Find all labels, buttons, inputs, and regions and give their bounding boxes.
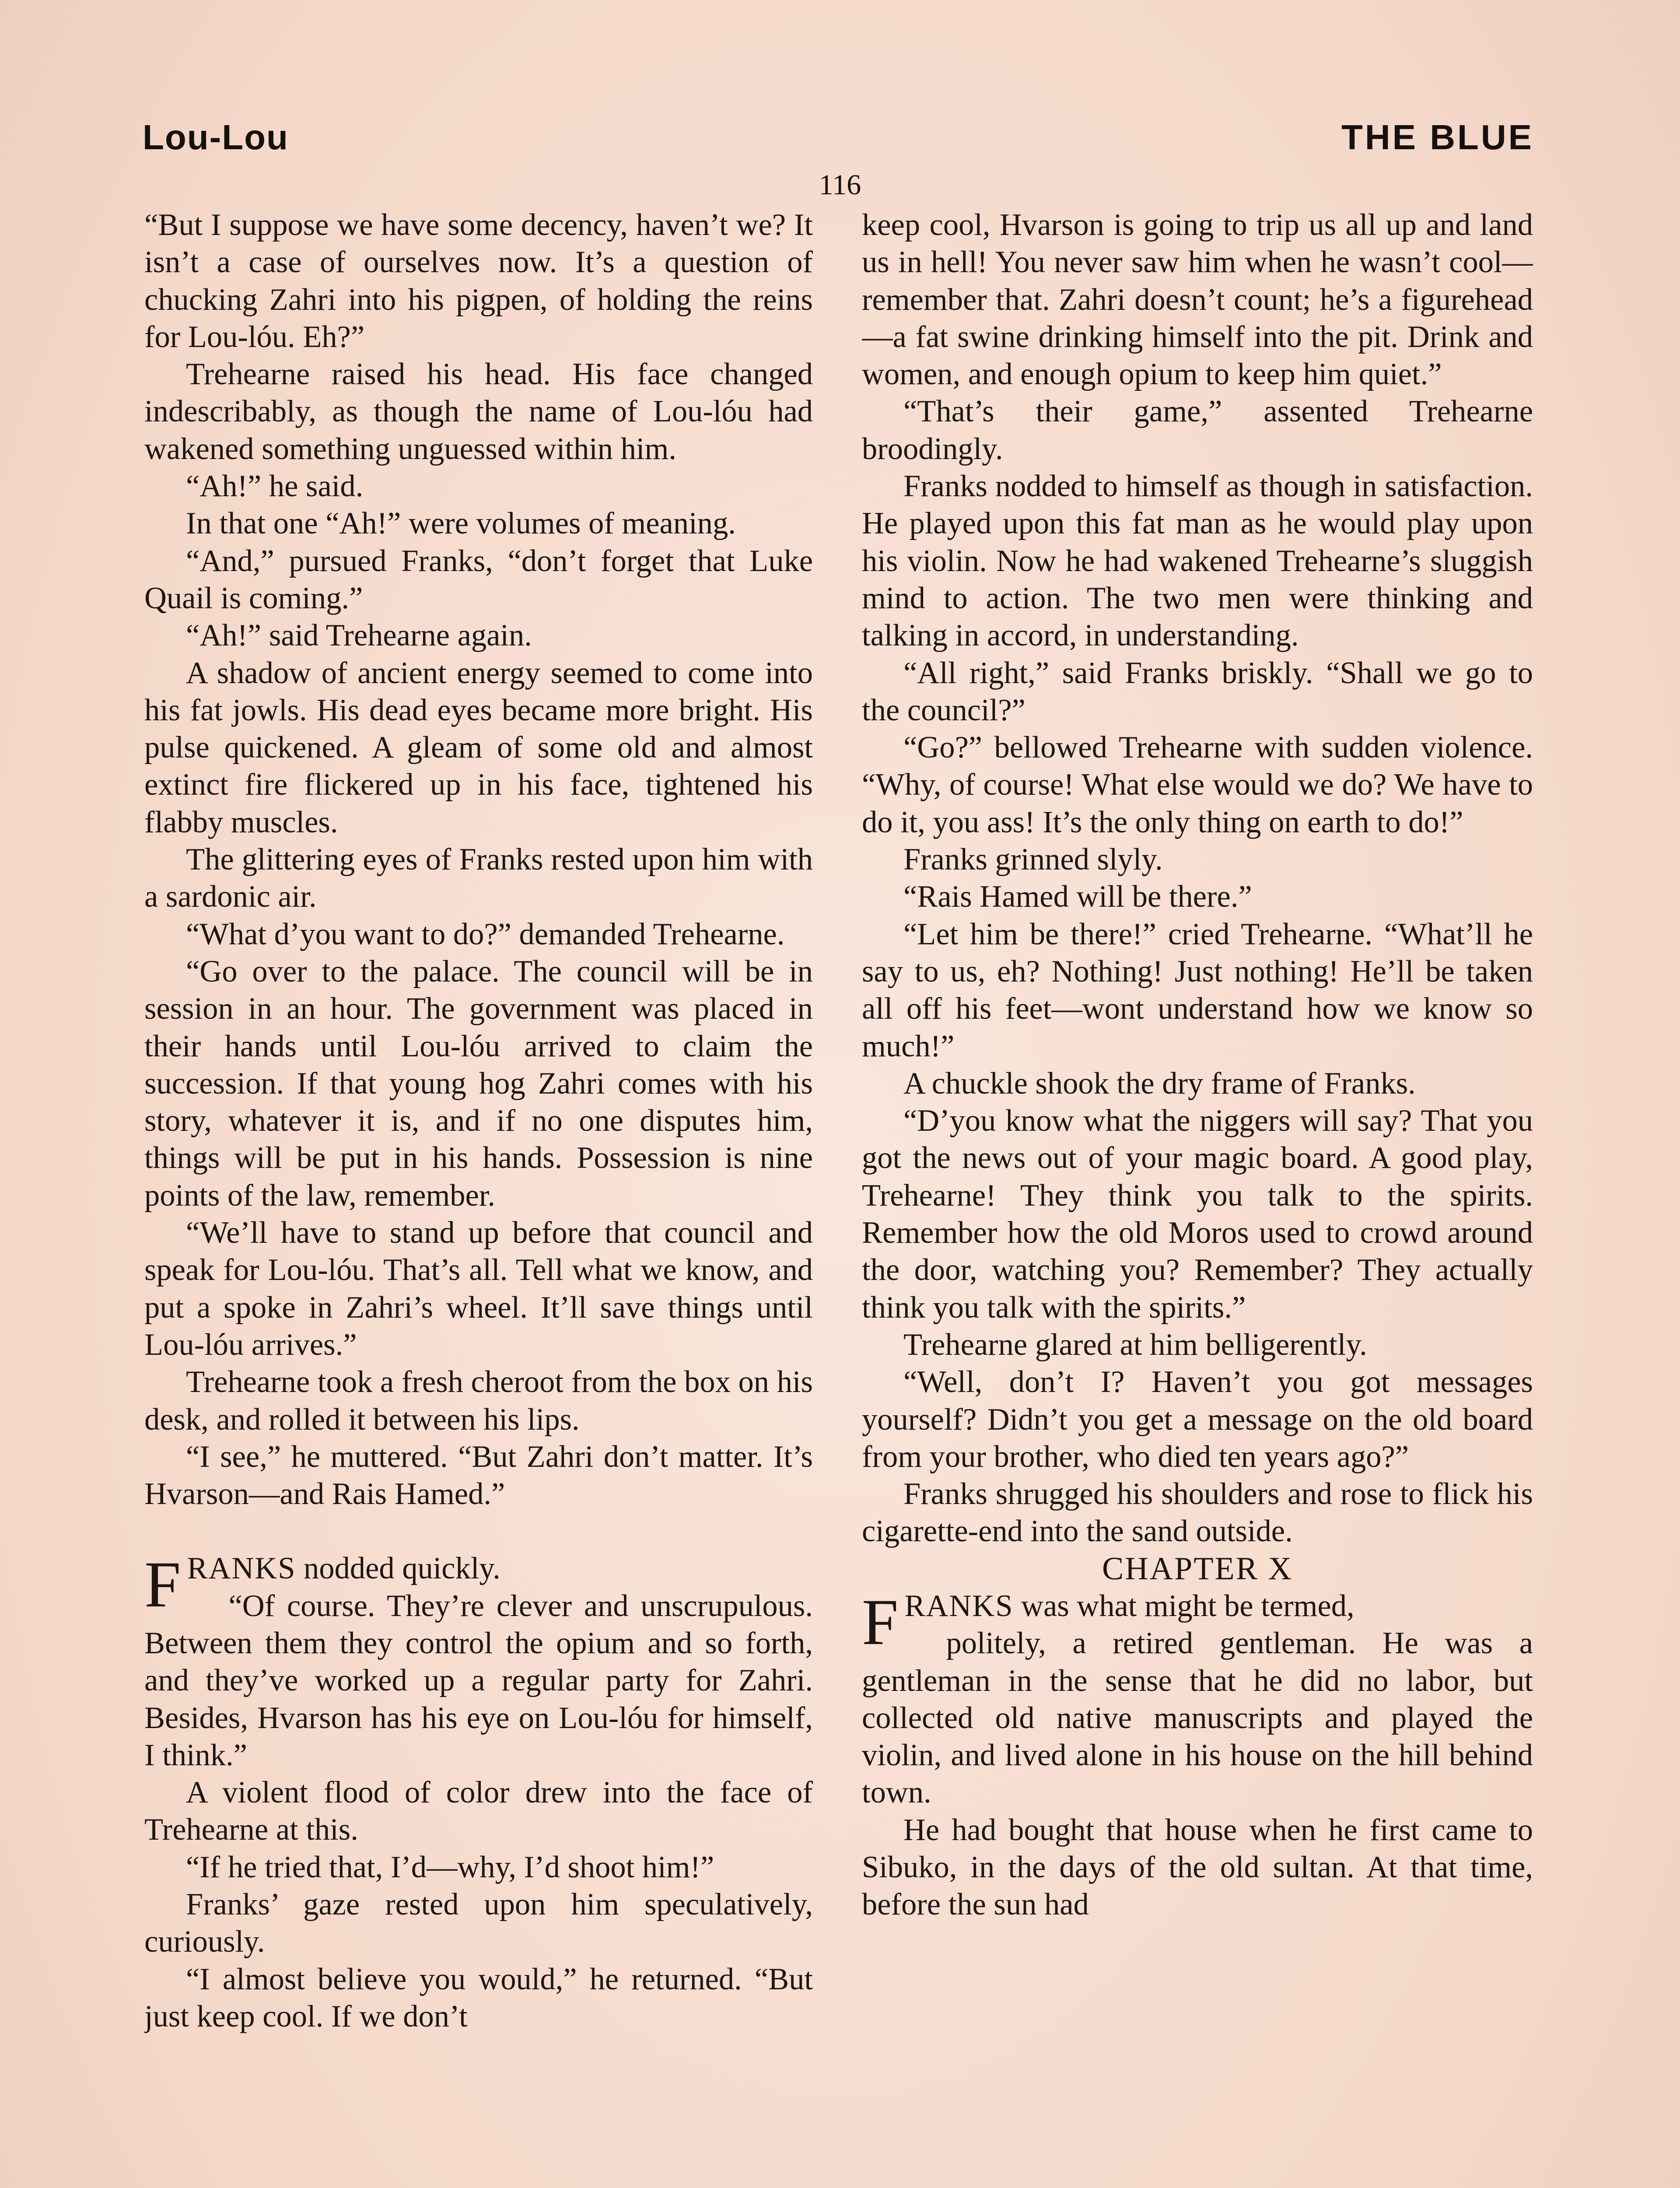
paragraph: “What d’you want to do?” demanded Trehearne. [186, 917, 785, 951]
paragraph: “But I suppose we have some decency, haven’t we? It isn’t a case of ourselves now. It’s a question of chucking Zahri into his pigpen, of holding the reins for Lou-lóu. Eh?” [144, 208, 813, 354]
paragraph: “Go over to the palace. The council will be in session in an hour. The government was placed in their hands until Lou-lóu arrived to claim the succession. If that young hog Zahri comes with his story, whatever it is, and if no one disputes him, things will be put in his hands. Possession is nine points of the law, remember. [144, 954, 813, 1213]
paragraph: A chuckle shook the dry frame of Franks. [903, 1066, 1416, 1101]
paragraph: He had bought that house when he first came to Sibuko, in the days of the old sultan. At that time, before the sun had [862, 1813, 1533, 1922]
running-head-magazine: THE BLUE [1341, 118, 1534, 157]
drop-cap: F [862, 1585, 899, 1659]
paragraph: “I see,” he muttered. “But Zahri don’t matter. It’s Hvarson—and Rais Hamed.” [144, 1439, 813, 1511]
paragraph: “If he tried that, I’d—why, I’d shoot him!” [186, 1850, 714, 1884]
page-number: 116 [819, 169, 861, 201]
paragraph: In that one “Ah!” were volumes of meaning. [186, 506, 736, 541]
left-column [144, 207, 813, 2188]
paragraph: “Rais Hamed will be there.” [903, 880, 1252, 914]
paragraph: “We’ll have to stand up before that council and speak for Lou-lóu. That’s all. Tell what we know, and put a spoke in Zahri’s wheel. It’ll save things until Lou-lóu arrives.” [144, 1216, 813, 1362]
paragraph: Trehearne took a fresh cheroot from the box on his desk, and rolled it between his lips. [144, 1365, 813, 1437]
paragraph: “That’s their game,” assented Trehearne broodingly. [862, 394, 1533, 466]
paragraph: A shadow of ancient energy seemed to come into his fat jowls. His dead eyes became more bright. His pulse quickened. A gleam of some old and almost extinct fire flickered up in his face, tightened his flabby muscles. [144, 656, 813, 839]
paragraph: “Ah!” he said. [186, 469, 364, 504]
paragraph: “Let him be there!” cried Trehearne. “What’ll he say to us, eh? Nothing! Just nothing! He’ll be taken all off his feet—wont understand how we know so much!” [862, 917, 1533, 1063]
section-start-paragraph [144, 1550, 813, 1774]
paragraph: “All right,” said Franks briskly. “Shall we go to the council?” [862, 656, 1533, 727]
small-caps-word: RANKS [904, 1588, 1014, 1623]
paragraph: “Go?” bellowed Trehearne with sudden violence. “Why, of course! What else would we do? We have to do it, you ass! It’s the only thing on earth to do!” [862, 730, 1533, 839]
paragraph: A violent flood of color drew into the face of Trehearne at this. [144, 1775, 813, 1847]
paragraph: Trehearne raised his head. His face changed indescribably, as though the name of Lou-lóu had wakened something unguessed within him. [144, 357, 813, 466]
running-head-title: Lou-Lou [143, 118, 289, 157]
paragraph: “And,” pursued Franks, “don’t forget that Luke Quail is coming.” [144, 543, 813, 615]
paragraph: Franks’ gaze rested upon him speculatively, curiously. [144, 1887, 813, 1959]
paragraph: Franks grinned slyly. [903, 842, 1163, 877]
paragraph: keep cool, Hvarson is going to trip us all up and land us in hell! You never saw him when he wasn’t cool—remember that. Zahri doesn’t count; he’s a figurehead—a fat swine drinking himself into the pit. Drink and women, and enough opium to keep him quiet.” [862, 208, 1533, 392]
small-caps-word: RANKS [187, 1551, 296, 1586]
paragraph: “Ah!” said Trehearne again. [186, 618, 532, 653]
paragraph: “D’you know what the niggers will say? That you got the news out of your magic board. A good play, Trehearne! They think you talk to the spirits. Remember how the old Moros used to crowd around the door, watching you? Remember? They actually think you talk with the spirits.” [862, 1104, 1533, 1325]
chapter-start-paragraph [862, 1585, 1533, 1812]
paragraph: Franks shrugged his shoulders and rose to flick his cigarette-end into the sand outside. [862, 1477, 1533, 1549]
paragraph-text: nodded quickly. [296, 1551, 500, 1586]
paragraph: “Well, don’t I? Haven’t you got messages yourself? Didn’t you get a message on the old board from your brother, who died ten years ago?” [862, 1365, 1533, 1474]
drop-cap: F [144, 1548, 181, 1621]
right-column [862, 207, 1533, 2188]
paragraph: “I almost believe you would,” he returned. “But just keep cool. If we don’t [144, 1962, 813, 2034]
paragraph: Franks nodded to himself as though in satisfaction. He played upon this fat man as he would play upon his violin. Now he had wakened Trehearne’s sluggish mind to action. The two men were thinking and talking in accord, in understanding. [862, 469, 1533, 653]
paragraph: The glittering eyes of Franks rested upon him with a sardonic air. [144, 842, 813, 914]
paragraph-text: “Of course. They’re clever and unscrupulous. Between them they control the opium and so forth, and they’ve worked up a regular party for Zahri. Besides, Hvarson has his eye on Lou-lóu for himself, I think.” [144, 1588, 813, 1772]
chapter-heading: CHAPTER X [1102, 1550, 1293, 1587]
paragraph-text: politely, a retired gentleman. He was a gentleman in the sense that he did no labor, but collected old native manuscripts and played the violin, and lived alone in his house on the hill behind town. [862, 1626, 1533, 1810]
paragraph-text: was what might be termed, [1013, 1588, 1354, 1623]
paragraph: Trehearne glared at him belligerently. [903, 1327, 1367, 1362]
